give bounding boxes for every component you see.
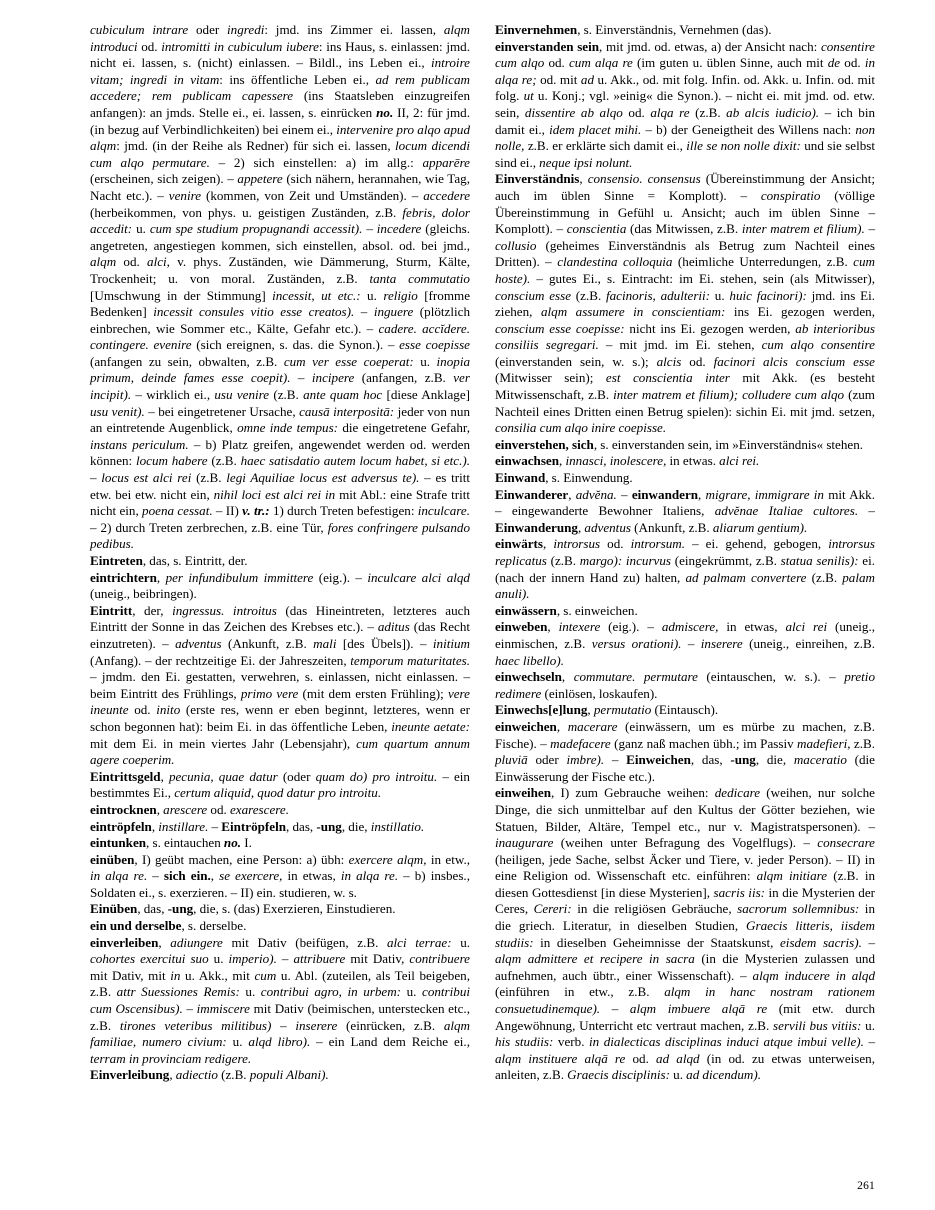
dictionary-entry: Einverständnis, consensio. consensus (Übereinstimmung der Ansicht; auch im üblen Sinne = Komplott). – conspiratio (völlige Übereinstimmung in Gefühl u. Ansicht; auch im üblen Sinne – Komplott). – conscientia (das Mitwissen, z.B. inter matrem et filium). – collusio (geheimes Einverständnis als Betrug zum Nachteil eines Dritten). – clandestina colloquia (heimliche Unterredungen, z.B. cum hoste). – gutes Ei., s. Eintracht: im Ei. stehen, sein (als Mitwisser), conscium esse (z.B. facinoris, adulterii: u. huic facinori): jmd. ins Ei. ziehen, alqm assumere in conscientiam: ins Ei. gezogen werden, conscium esse coepisse: nicht ins Ei. gezogen werden, ab interioribus consiliis segregari. – mit jmd. im Ei. stehen, cum alqo consentire (einverstanden sein, w. s.); alcis od. facinori alcis conscium esse (Mitwisser sein); est conscientia inter mit Akk. (es besteht Mitwissenschaft, z.B. inter matrem et filium); colludere cum alqo (zum Nachteil eines Dritten einen Betrug spielen): sichin Ei. mit jmd. setzen, consilia cum alqo inire coepisse. (495, 171, 876, 436)
dictionary-entry: Einüben, das, -ung, die, s. (das) Exerzieren, Einstudieren. (90, 901, 396, 917)
dictionary-entry: Einverleibung, adiectio (z.B. populi Albani). (90, 1067, 329, 1083)
dictionary-entry: eintröpfeln, instillare. – Eintröpfeln, das, -ung, die, instillatio. (90, 818, 425, 834)
dictionary-entry: einwachsen, innasci, inolescere, in etwas. alci rei. (495, 453, 760, 469)
right-column (495, 22, 875, 1084)
dictionary-entry: einüben, I) geübt machen, eine Person: a) übh: exercere alqm, in etw., in alqa re. – sich ein., se exercere, in etwas, in alqa re. – b) insbes., Soldaten ei., s. exerzieren. – II) ein. studieren, w. s. (90, 851, 470, 900)
dictionary-entry: eintunken, s. eintauchen no. I. (90, 835, 252, 851)
dictionary-entry: einwechseln, commutare. permutare (eintauschen, w. s.). – pretio redimere (einlösen, loskaufen). (495, 669, 875, 701)
dictionary-entry: Einwanderer, advĕna. – einwandern, migrare, immigrare in mit Akk. – eingewanderte Bewohner Italiens, advĕnae Italiae cultores. – Einwanderung, adventus (Ankunft, z.B. aliarum gentium). (495, 486, 875, 535)
dictionary-entry: einweihen, I) zum Gebrauche weihen: dedicare (weihen, nur solche Dinge, die sich unmittelbar auf den Kultus der Götter beziehen, wie Statuen, Bilder, Altäre, Tempel etc., nur v. Magistratspersonen). – inaugurare (weihen unter Befragung des Vogelflugs). – consecrare (heiligen, jede Sache, selbst Äcker und Tiere, v. jeder Person). – II) in eine Religion od. Wissenschaft etc. einführen: alqm initiare (z.B. in diesen Gottesdienst [in diese Mysterien], sacris iis: in die Mysterien der Ceres, Cereri: in die religiösen Gebräuche, sacrorum sollemnibus: in die griech. Literatur, in dieselben Studien, Graecis litteris, iisdem studiis: in dieselben Geheimnisse der Staatskunst, eisdem sacris). – alqm admittere et recipere in sacra (in die Mysterien zulassen und aufnehmen, auch übtr., einer Wissenschaft). – alqm inducere in alqd (einführen in etw., z.B. alqm in hanc nostram rationem consuetudinemque). – alqm imbuere alqā re (mit etw. durch Angewöhnung, Unterricht etc vertraut machen, z.B. servili bus vitiis: u. his studiis: verb. in dialecticas disciplinas induci atque imbui velle). – alqm instituere alqā re od. ad alqd (in od. zu etwas unterweisen, anleiten, z.B. Graecis disciplinis: u. ad dicendum). (495, 785, 876, 1083)
dictionary-entry: eintrichtern, per infundibulum immittere (eig.). – inculcare alci alqd (uneig., beibringen). (90, 569, 470, 602)
dictionary-entry: cubiculum intrare oder ingredi: jmd. ins Zimmer ei. lassen, alqm introduci od. intromitti in cubiculum iubere: ins Haus, s. einlassen: jmd. nicht ei. lassen, s. (nicht) einlassen. – Bildl., ins Leben ei., introire vitam; ingredi in vitam: ins öffentliche Leben ei., ad rem publicam accedere; rem publicam capessere (ins Staatsleben einzugreifen anfangen): an jmds. Stelle ei., ei. lassen, s. einrücken no. II, 2: für jmd. (in bezug auf Verbindlichkeiten) bei einem ei., intervenire pro alqo apud alqm: jmd. (in der Reihe als Redner) für sich ei. lassen, locum dicendi cum alqo permutare. – 2) sich einstellen: a) im allg.: apparēre (erscheinen, sich zeigen). – appetere (sich nähern, herannahen, wie Tag, Nacht etc.). – venire (kommen, von Zeit und Umständen). – accedere (herbeikommen, von phys. u. geistigen Zuständen, z.B. febris, dolor accedit: u. cum spe studium propugnandi accessit). – incedere (gleichs. angetreten, angestiegen kommen, sich einstellen, absol. od. bei jmd., alqm od. alci, v. phys. Zuständen, wie Dämmerung, Sturm, Kälte, Trockenheit; u. von moral. Zuständen, z.B. tanta commutatio [Umschwung in der Stimmung] incessit, ut etc.: u. religio [fromme Bedenken] incessit consules vitio esse creatos). – inguere (plötzlich einbrechen, wie Sommer etc., Kälte, Gefahr etc.). – cadere. accĭdere. contingere. evenire (sich ereignen, s. das. die Synon.). – esse coepisse (anfangen zu sein, obwalten, z.B. cum ver esse coeperat: u. inopia primum, deinde fames esse coepit). – incipere (anfangen, z.B. ver incipit). – wirklich ei., usu venire (z.B. ante quam hoc [diese Anklage] usu venit). – bei eingetretener Ursache, causā interpositā: jeder von nun an eintretende Augenblick, omne inde tempus: die eingetretene Gefahr, instans periculum. – b) Platz greifen, angewendet werden od. werden können: locum habere (z.B. haec satisdatio autem locum habet, si etc.). – locus est alci rei (z.B. legi Aquiliae locus est adversus te). – es tritt etw. bei etw. nicht ein, nihil loci est alci rei in mit Abl.: eine Strafe tritt nicht ein, poena cessat. – II) v. tr.: 1) durch Treten befestigen: inculcare. – 2) durch Treten zerbrechen, z.B. eine Tür, fores confringere pulsando pedibus. (90, 22, 471, 552)
dictionary-entry: einwärts, introrsus od. introrsum. – ei. gehend, gebogen, introrsus replicatus (z.B. margo): incurvus (eingekrümmt, z.B. statua senilis): ei. (nach der innern Hand zu) halten, ad palmam convertere (z.B. palam anuli). (495, 536, 875, 602)
dictionary-entry: Eintrittsgeld, pecunia, quae datur (oder quam do) pro introitu. – ein bestimmtes Ei., certum aliquid, quod datur pro introitu. (90, 768, 470, 801)
dictionary-entry: einweben, intexere (eig.). – admiscere, in etwas, alci rei (uneig., einmischen, z.B. versus orationi). – inserere (uneig., einreihen, z.B. haec libello). (495, 619, 876, 668)
dictionary-entry: Einwand, s. Einwendung. (495, 470, 633, 486)
dictionary-entry: Eintritt, der, ingressus. introitus (das Hineintreten, letzteres auch Eintritt der Sonne in das Zeichen des Krebses etc.). – aditus (das Recht einzutreten). – adventus (Ankunft, z.B. mali [des Übels]). – initium (Anfang). – der rechtzeitige Ei. der Jahreszeiten, temporum maturitates. – jmdm. den Ei. gestatten, verwehren, s. einlassen, nicht einlassen. – beim Eintritt des Frühlings, primo vere (mit dem ersten Frühling); vere ineunte od. inito (erste res, wenn er eben beginnt, letzteres, wenn er schon begonnen hat): beim Ei. in das öffentliche Leben, ineunte aetate: mit dem Ei. in mein viertes Jahr (Lebensjahr), cum quartum annum agere coeperim. (90, 602, 471, 768)
dictionary-entry: eintrocknen, arescere od. exarescere. (90, 801, 289, 817)
dictionary-entry: ein und derselbe, s. derselbe. (90, 918, 247, 934)
dictionary-entry: Eintreten, das, s. Eintritt, der. (90, 553, 248, 568)
page-number: 261 (857, 1180, 875, 1192)
dictionary-entry: Einwechs[e]lung, permutatio (Eintausch). (495, 702, 719, 718)
left-column (90, 22, 470, 1084)
dictionary-entry: einverstanden sein, mit jmd. od. etwas, a) der Ansicht nach: consentire cum alqo od. cum alqa re (im guten u. üblen Sinne, auch mit de od. in alqa re; od. mit ad u. Akk., od. mit folg. Infin. od. Akk. u. Infin. od. mit folg. ut u. Konj.; vgl. »einig« die Synon.). – nicht ei. mit jmd. od. etw. sein, dissentire ab alqo od. alqa re (z.B. ab alcis iudicio). – ich bin damit ei., idem placet mihi. – b) der Geneigtheit des Willens nach: non nolle, z.B. er erklärte sich damit ei., ille se non nolle dixit: und sie selbst sind ei., neque ipsi nolunt. (495, 38, 876, 170)
two-column-layout (90, 22, 875, 1084)
dictionary-entry: einverstehen, sich, s. einverstanden sein, im »Einverständnis« stehen. (495, 436, 864, 452)
dictionary-entry: einverleiben, adiungere mit Dativ (beifügen, z.B. alci terrae: u. cohortes exercitui suo u. imperio). – attribuere mit Dativ, contribuere mit Dativ, mit in u. Akk., mit cum u. Abl. (zuteilen, als Teil beigeben, z.B. attr Suessiones Remis: u. contribui agro, in urbem: u. contribui cum Oscensibus). – immiscere mit Dativ (beimischen, unterstecken etc., z.B. tirones veteribus militibus) – inserere (einrücken, z.B. alqm familiae, numero civium: u. alqd libro). – ein Land dem Reiche ei., terram in provinciam redigere. (90, 934, 471, 1066)
dictionary-entry: Einvernehmen, s. Einverständnis, Vernehmen (das). (495, 22, 772, 37)
dictionary-entry: einwässern, s. einweichen. (495, 602, 638, 618)
dictionary-entry: einweichen, macerare (einwässern, um es mürbe zu machen, z.B. Fische). – madefacere (ganz naß machen übh.; im Passiv madefieri, z.B. pluviā oder imbre). – Einweichen, das, -ung, die, maceratio (die Einwässerung der Fische etc.). (495, 718, 875, 784)
